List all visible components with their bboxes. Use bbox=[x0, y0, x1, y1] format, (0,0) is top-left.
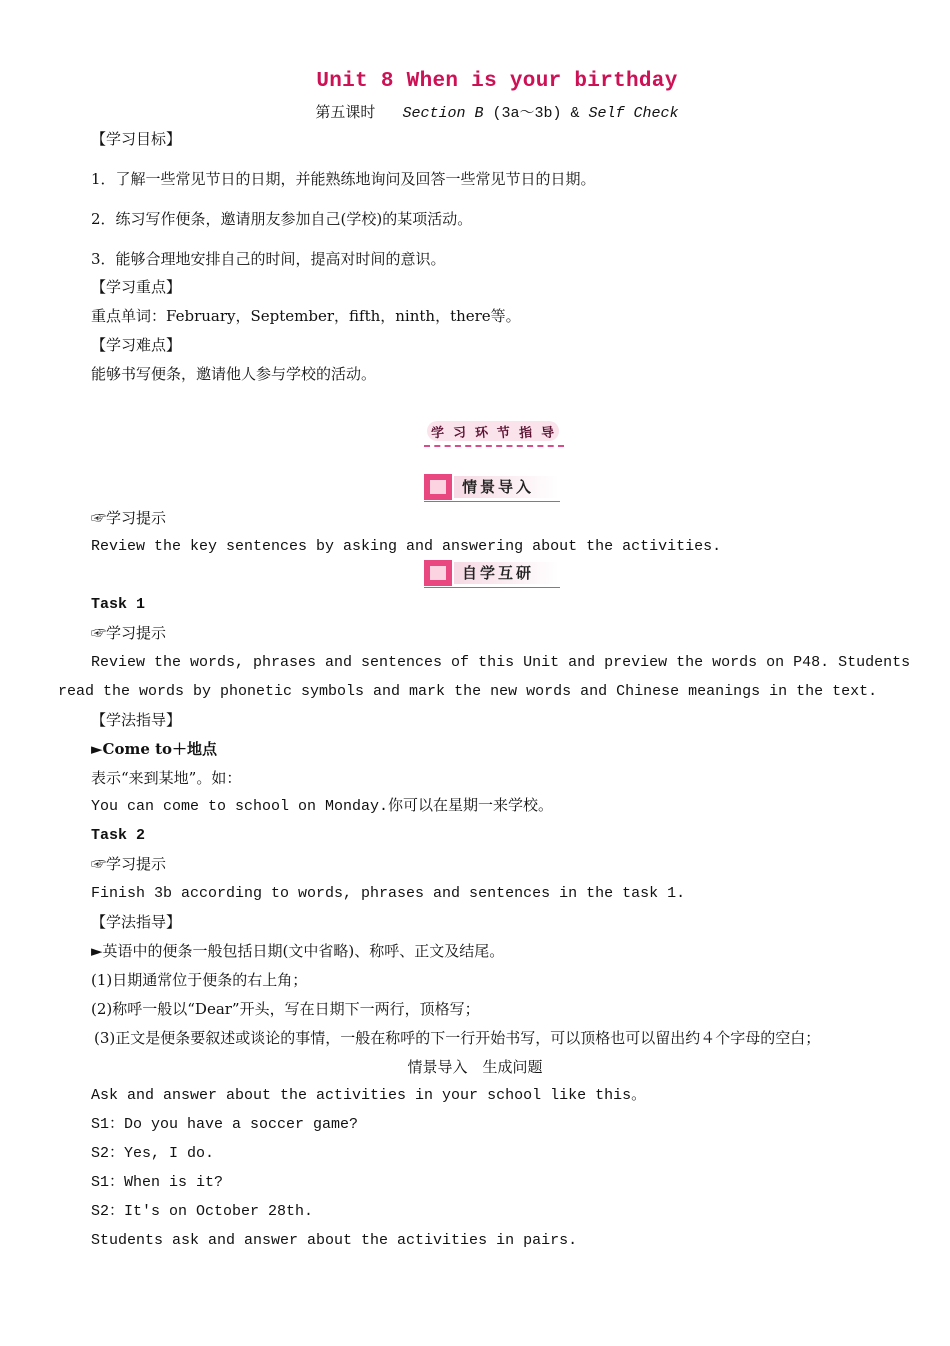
scenario-closing: Students ask and answer about the activities in pairs. bbox=[91, 1232, 578, 1249]
task2-label: Task 2 bbox=[91, 827, 146, 844]
dialogue-line: S1：When is it? bbox=[91, 1174, 224, 1191]
lesson-number: 第五课时 bbox=[315, 103, 376, 121]
guide-char: 习 bbox=[452, 424, 468, 442]
task1-method-heading: 【学法指导】 bbox=[91, 711, 182, 729]
section-heading-selfstudy bbox=[424, 560, 560, 590]
task2-item-3: (3)正文是便条要叙述或谈论的事情，一般在称呼的下一行开始书写，可以顶格也可以留出约４个字母的空白； bbox=[94, 1029, 821, 1047]
difficulty-text: 能够书写便条，邀请他人参与学校的活动。 bbox=[91, 365, 377, 383]
section-range: (3a～3b) bbox=[492, 105, 562, 122]
scenario-heading: 情景导入 生成问题 bbox=[407, 1058, 543, 1076]
page-subtitle bbox=[0, 101, 950, 122]
section-marker-icon bbox=[424, 474, 452, 500]
guide-char: 节 bbox=[496, 424, 512, 442]
scenario-intro: Ask and answer about the activities in your school like this。 bbox=[91, 1087, 647, 1104]
guide-char: 学 bbox=[430, 424, 446, 442]
task1-example: You can come to school on Monday.你可以在星期一来学校。 bbox=[91, 798, 554, 815]
task2-tip: ☞学习提示 bbox=[91, 855, 167, 873]
keypoints-text: 重点单词：February，September，fifth，ninth，there等。 bbox=[91, 307, 521, 325]
objectives-heading: 【学习目标】 bbox=[91, 130, 182, 148]
keypoints-heading: 【学习重点】 bbox=[91, 278, 182, 296]
dialogue-line: S1：Do you have a soccer game? bbox=[91, 1116, 359, 1133]
task1-text-line2: read the words by phonetic symbols and mark the new words and Chinese meanings in the text. bbox=[58, 683, 878, 700]
section-heading-scenario bbox=[424, 474, 560, 504]
guide-char: 环 bbox=[474, 424, 490, 442]
section1-text: Review the key sentences by asking and answering about the activities. bbox=[91, 538, 722, 555]
task1-point: ►Come to＋地点 bbox=[91, 740, 218, 758]
objective-item-2: 2．练习写作便条，邀请朋友参加自己(学校)的某项活动。 bbox=[91, 210, 473, 228]
task1-label: Task 1 bbox=[91, 596, 146, 613]
guide-char: 导 bbox=[540, 424, 556, 442]
guide-banner bbox=[424, 419, 564, 447]
guide-char: 指 bbox=[518, 424, 534, 442]
task2-text: Finish 3b according to words, phrases and sentences in the task 1. bbox=[91, 885, 686, 902]
dialogue-line: S2：Yes, I do. bbox=[91, 1145, 215, 1162]
task2-item-1: (1)日期通常位于便条的右上角； bbox=[91, 971, 308, 989]
dialogue-line: S2：It's on October 28th. bbox=[91, 1203, 314, 1220]
ampersand: & bbox=[570, 105, 580, 122]
section-heading-text: 自学互研 bbox=[454, 562, 558, 584]
task2-method-heading: 【学法指导】 bbox=[91, 913, 182, 931]
difficulty-heading: 【学习难点】 bbox=[91, 336, 182, 354]
section-label: Section B bbox=[402, 105, 484, 122]
self-check-label: Self Check bbox=[588, 105, 679, 122]
section-rule bbox=[424, 501, 560, 502]
section1-tip: ☞学习提示 bbox=[91, 509, 167, 527]
section-marker-icon bbox=[424, 560, 452, 586]
task2-item-2: (2)称呼一般以“Dear”开头，写在日期下一两行，顶格写； bbox=[91, 1000, 480, 1018]
task2-point: ►英语中的便条一般包括日期(文中省略)、称呼、正文及结尾。 bbox=[91, 942, 505, 960]
section-rule bbox=[424, 587, 560, 588]
section-heading-text: 情景导入 bbox=[454, 476, 558, 498]
objective-item-3: 3．能够合理地安排自己的时间，提高对时间的意识。 bbox=[91, 250, 446, 268]
task1-tip: ☞学习提示 bbox=[91, 624, 167, 642]
task1-meaning: 表示“来到某地”。如： bbox=[91, 769, 242, 787]
task1-text-line1: Review the words, phrases and sentences of this Unit and preview the words on P48. Students bbox=[91, 654, 911, 671]
page-title: Unit 8 When is your birthday bbox=[316, 70, 678, 93]
objective-item-1: 1．了解一些常见节日的日期，并能熟练地询问及回答一些常见节日的日期。 bbox=[91, 170, 596, 188]
